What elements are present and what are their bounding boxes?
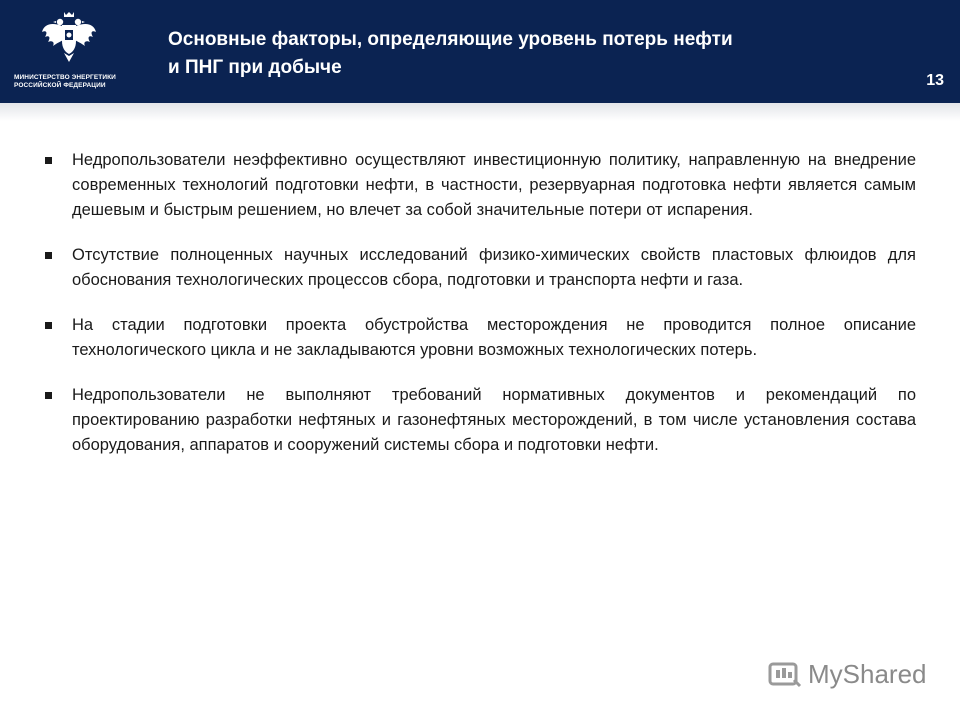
bullet-list [40,148,916,478]
header-shadow [0,103,960,121]
bullet-item [40,313,916,363]
bullet-text: Отсутствие полноценных научных исследований физико-химических свойств пластовых флюидов для обоснования технологических процессов сбора, подготовки и транспорта нефти и газа. [72,246,916,289]
myshared-logo-icon [768,658,802,690]
bullet-item [40,148,916,223]
square-bullet-icon [45,157,52,164]
page-number: 13 [926,72,944,89]
watermark-text: MyShared [808,658,927,689]
square-bullet-icon [45,392,52,399]
ministry-name [14,74,124,90]
bullet-text: На стадии подготовки проекта обустройства месторождения не проводится полное описание технологического цикла и не закладываются уровни возможных технологических потерь. [72,316,916,359]
bullet-text: Недропользователи неэффективно осуществляют инвестиционную политику, направленную на внедрение современных технологий подготовки нефти, в частности, резервуарная подготовка нефти является самым дешевым и быстрым решением, но влечет за собой значительные потери от испарения. [72,151,916,219]
myshared-watermark[interactable] [768,657,927,691]
slide-title: Основные факторы, определяющие уровень потерь нефти и ПНГ при добыче [168,29,733,78]
eagle-emblem-icon [40,10,98,66]
square-bullet-icon [45,252,52,259]
ministry-line-2: РОССИЙСКОЙ ФЕДЕРАЦИИ [14,82,106,89]
bullet-text: Недропользователи не выполняют требований нормативных документов и рекомендаций по проектированию разработки нефтяных и газонефтяных месторождений, в том числе установления состава оборудования, аппаратов и сооружений системы сбора и подготовки нефти. [72,386,916,454]
square-bullet-icon [45,322,52,329]
bullet-item [40,243,916,293]
bullet-item [40,383,916,458]
ministry-logo [14,10,124,96]
slide-header [0,0,960,103]
ministry-line-1: МИНИСТЕРСТВО ЭНЕРГЕТИКИ [14,74,116,81]
